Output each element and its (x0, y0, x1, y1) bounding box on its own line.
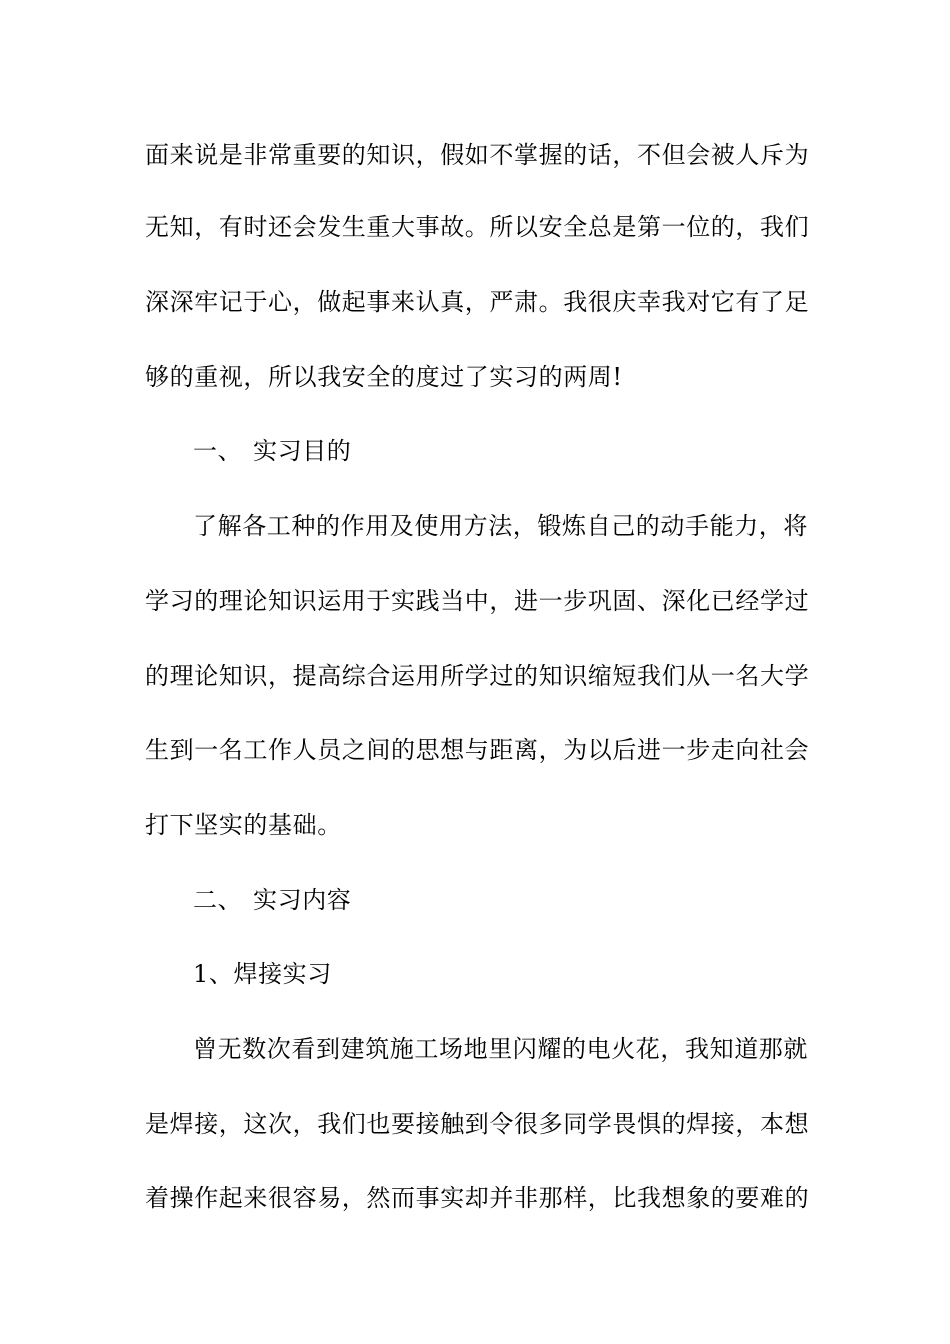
paragraph-line: 学习的理论知识运用于实践当中，进一步巩固、深化已经学过 (145, 587, 810, 615)
subsection-heading: 1、焊接实习 (193, 960, 332, 988)
section-heading-title: 实习内容 (253, 886, 352, 914)
section-heading-2 (193, 884, 863, 916)
paragraph-line: 深深牢记于心，做起事来认真，严肃。我很庆幸我对它有了足 (145, 288, 810, 316)
paragraph-line: 着操作起来很容易，然而事实却并非那样，比我想象的要难的 (145, 1184, 810, 1212)
paragraph-line: 了解各工种的作用及使用方法，锻炼自己的动手能力，将 (193, 512, 808, 540)
paragraph-line: 的理论知识，提高综合运用所学过的知识缩短我们从一名大学 (145, 662, 810, 690)
section-heading-1 (193, 435, 863, 467)
section-heading-number: 一、 (193, 437, 243, 465)
paragraph-line: 是焊接，这次，我们也要接触到令很多同学畏惧的焊接，本想 (145, 1110, 810, 1138)
paragraph-line: 曾无数次看到建筑施工场地里闪耀的电火花，我知道那就 (193, 1035, 808, 1063)
paragraph-line: 打下坚实的基础。 (145, 811, 342, 839)
section-heading-number: 二、 (193, 886, 243, 914)
paragraph-line: 面来说是非常重要的知识，假如不掌握的话，不但会被人斥为 (145, 141, 810, 169)
paragraph-line: 无知，有时还会发生重大事故。所以安全总是第一位的，我们 (145, 213, 810, 241)
section-heading-title: 实习目的 (253, 437, 352, 465)
paragraph-line: 够的重视，所以我安全的度过了实习的两周! (145, 363, 623, 391)
paragraph-line: 生到一名工作人员之间的思想与距离，为以后进一步走向社会 (145, 736, 810, 764)
